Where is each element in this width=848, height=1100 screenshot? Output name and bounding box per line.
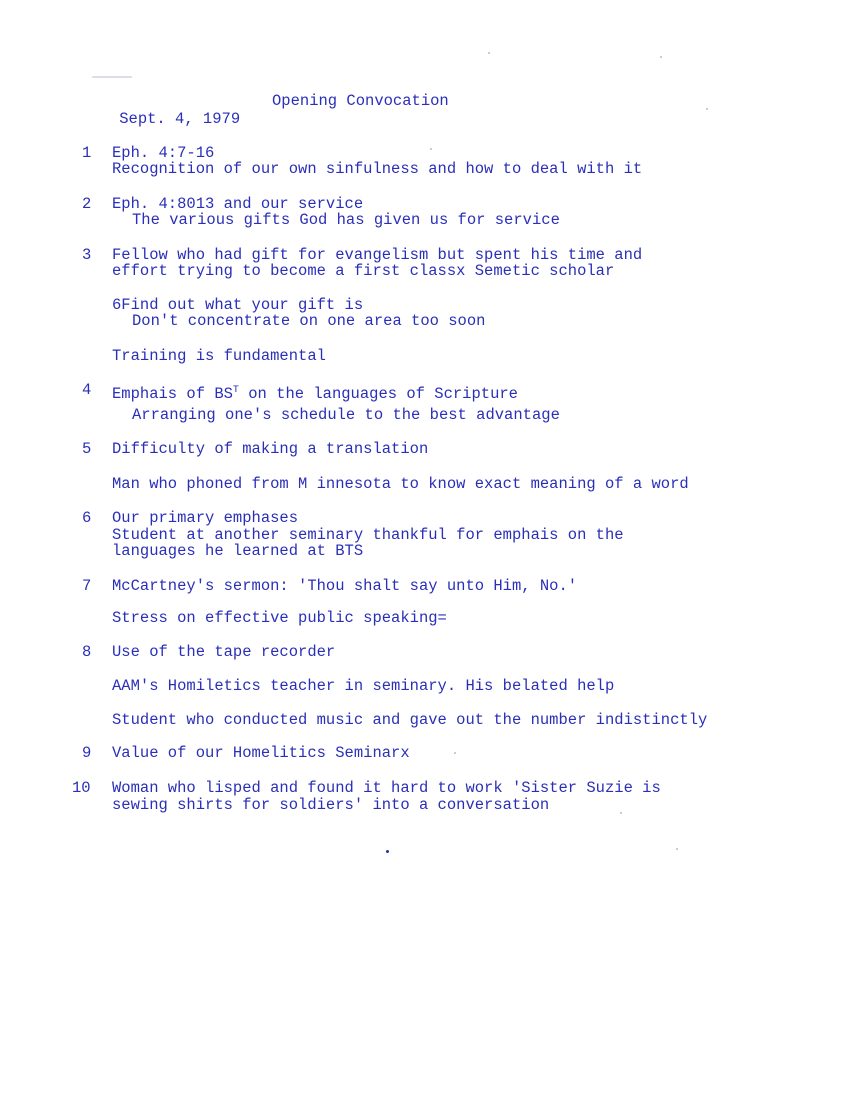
scan-speck [676, 848, 678, 850]
date-text: Sept. 4, 1979 [119, 110, 241, 128]
item-number: 10 [72, 779, 91, 797]
item-line: Recognition of our own sinfulness and how to deal with it [112, 160, 643, 178]
page-title: Opening Convocation [272, 92, 449, 110]
scan-speck [92, 76, 132, 78]
item-line: Emphais of $BS^T$ on the languages of Scripture [112, 385, 518, 403]
item-line: AAM's Homiletics teacher in seminary. His belated help [112, 677, 615, 695]
item-number: 6 [82, 509, 92, 527]
scan-speck [706, 108, 708, 110]
item-number: 7 [82, 577, 92, 595]
item-number: 1 [82, 144, 92, 162]
item-line: Don't concentrate on one area too soon [132, 312, 486, 330]
scan-speck [454, 752, 456, 754]
item-number: 9 [82, 744, 92, 762]
item-line: Training is fundamental [112, 347, 326, 365]
item-line: Value of our Homelitics Seminarx [112, 744, 410, 762]
item-line: Fellow who had gift for evangelism but spent his time and [112, 246, 643, 264]
item-line: Difficulty of making a translation [112, 440, 429, 458]
item-line: effort trying to become a first classx Semetic scholar [112, 262, 615, 280]
item-line: Man who phoned from M innesota to know exact meaning of a word [112, 475, 689, 493]
scan-speck [660, 56, 662, 58]
scan-speck [488, 52, 490, 54]
item-line: languages he learned at BTS [112, 542, 364, 560]
item-line: Stress on effective public speaking= [112, 609, 447, 627]
item-line: The various gifts God has given us for service [132, 211, 560, 229]
scan-speck [620, 812, 622, 814]
item-line: McCartney's sermon: 'Thou shalt say unto Him, No.' [112, 577, 578, 595]
item-line: Student at another seminary thankful for emphais on the [112, 526, 624, 544]
scan-speck [430, 148, 432, 150]
item-line: Our primary emphases [112, 509, 299, 527]
item-line: Use of the tape recorder [112, 643, 336, 661]
item-number: 4 [82, 381, 92, 399]
item-line: 6Find out what your gift is [112, 296, 364, 314]
item-line: Student who conducted music and gave out the number indistinctly [112, 711, 708, 729]
item-number: 3 [82, 246, 92, 264]
item-number: 2 [82, 195, 92, 213]
item-line: Arranging one's schedule to the best advantage [132, 406, 560, 424]
scan-speck [386, 850, 389, 853]
item-line: Eph. 4:7-16 [112, 144, 215, 162]
item-line: sewing shirts for soldiers' into a conversation [112, 796, 550, 814]
item-number: 5 [82, 440, 92, 458]
item-number: 8 [82, 643, 92, 661]
item-line: Eph. 4:8013 and our service [112, 195, 364, 213]
item-line: Woman who lisped and found it hard to work 'Sister Suzie is [112, 779, 661, 797]
